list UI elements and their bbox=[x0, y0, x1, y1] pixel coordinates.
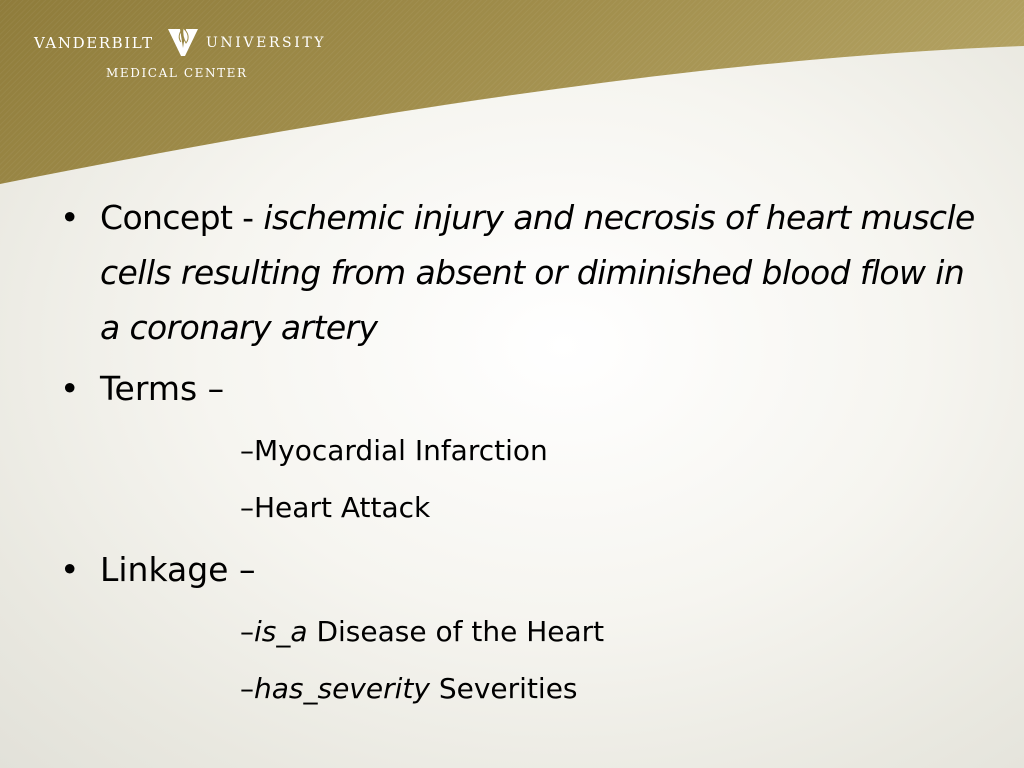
linkage-item bbox=[56, 660, 986, 717]
bullet-terms bbox=[56, 361, 986, 416]
bullet-label: Linkage – bbox=[100, 550, 256, 589]
linkage-relation: is_a bbox=[254, 615, 308, 648]
logo-name-right: UNIVERSITY bbox=[206, 35, 327, 51]
linkage-relation: has_severity bbox=[254, 672, 430, 705]
linkage-item bbox=[56, 603, 986, 660]
bullet-dot-icon: • bbox=[60, 369, 80, 408]
linkage-target: Severities bbox=[438, 672, 578, 705]
dash-icon: – bbox=[240, 491, 254, 524]
dash-icon: – bbox=[240, 615, 254, 648]
bullet-concept bbox=[56, 190, 986, 355]
logo-subtitle: MEDICAL CENTER bbox=[106, 66, 248, 80]
bullet-dot-icon: • bbox=[60, 550, 80, 589]
bullet-linkage bbox=[56, 542, 986, 597]
vanderbilt-logo bbox=[32, 26, 342, 86]
linkage-target: Disease of the Heart bbox=[316, 615, 605, 648]
bullet-label: Concept - bbox=[100, 198, 254, 237]
oak-leaf-v-icon bbox=[166, 26, 200, 58]
bullet-label: Terms – bbox=[100, 369, 225, 408]
term-item bbox=[56, 479, 986, 536]
slide-body bbox=[56, 190, 986, 717]
concept-definition: ischemic injury and necrosis of heart muscle cells resulting from absent or diminished blood flow in a coronary artery bbox=[100, 198, 975, 347]
logo-name-left: VANDERBILT bbox=[34, 34, 154, 52]
dash-icon: – bbox=[240, 672, 254, 705]
term-text: Myocardial Infarction bbox=[254, 434, 548, 467]
bullet-dot-icon: • bbox=[60, 198, 79, 237]
dash-icon: – bbox=[240, 434, 254, 467]
term-item bbox=[56, 422, 986, 479]
term-text: Heart Attack bbox=[254, 491, 431, 524]
